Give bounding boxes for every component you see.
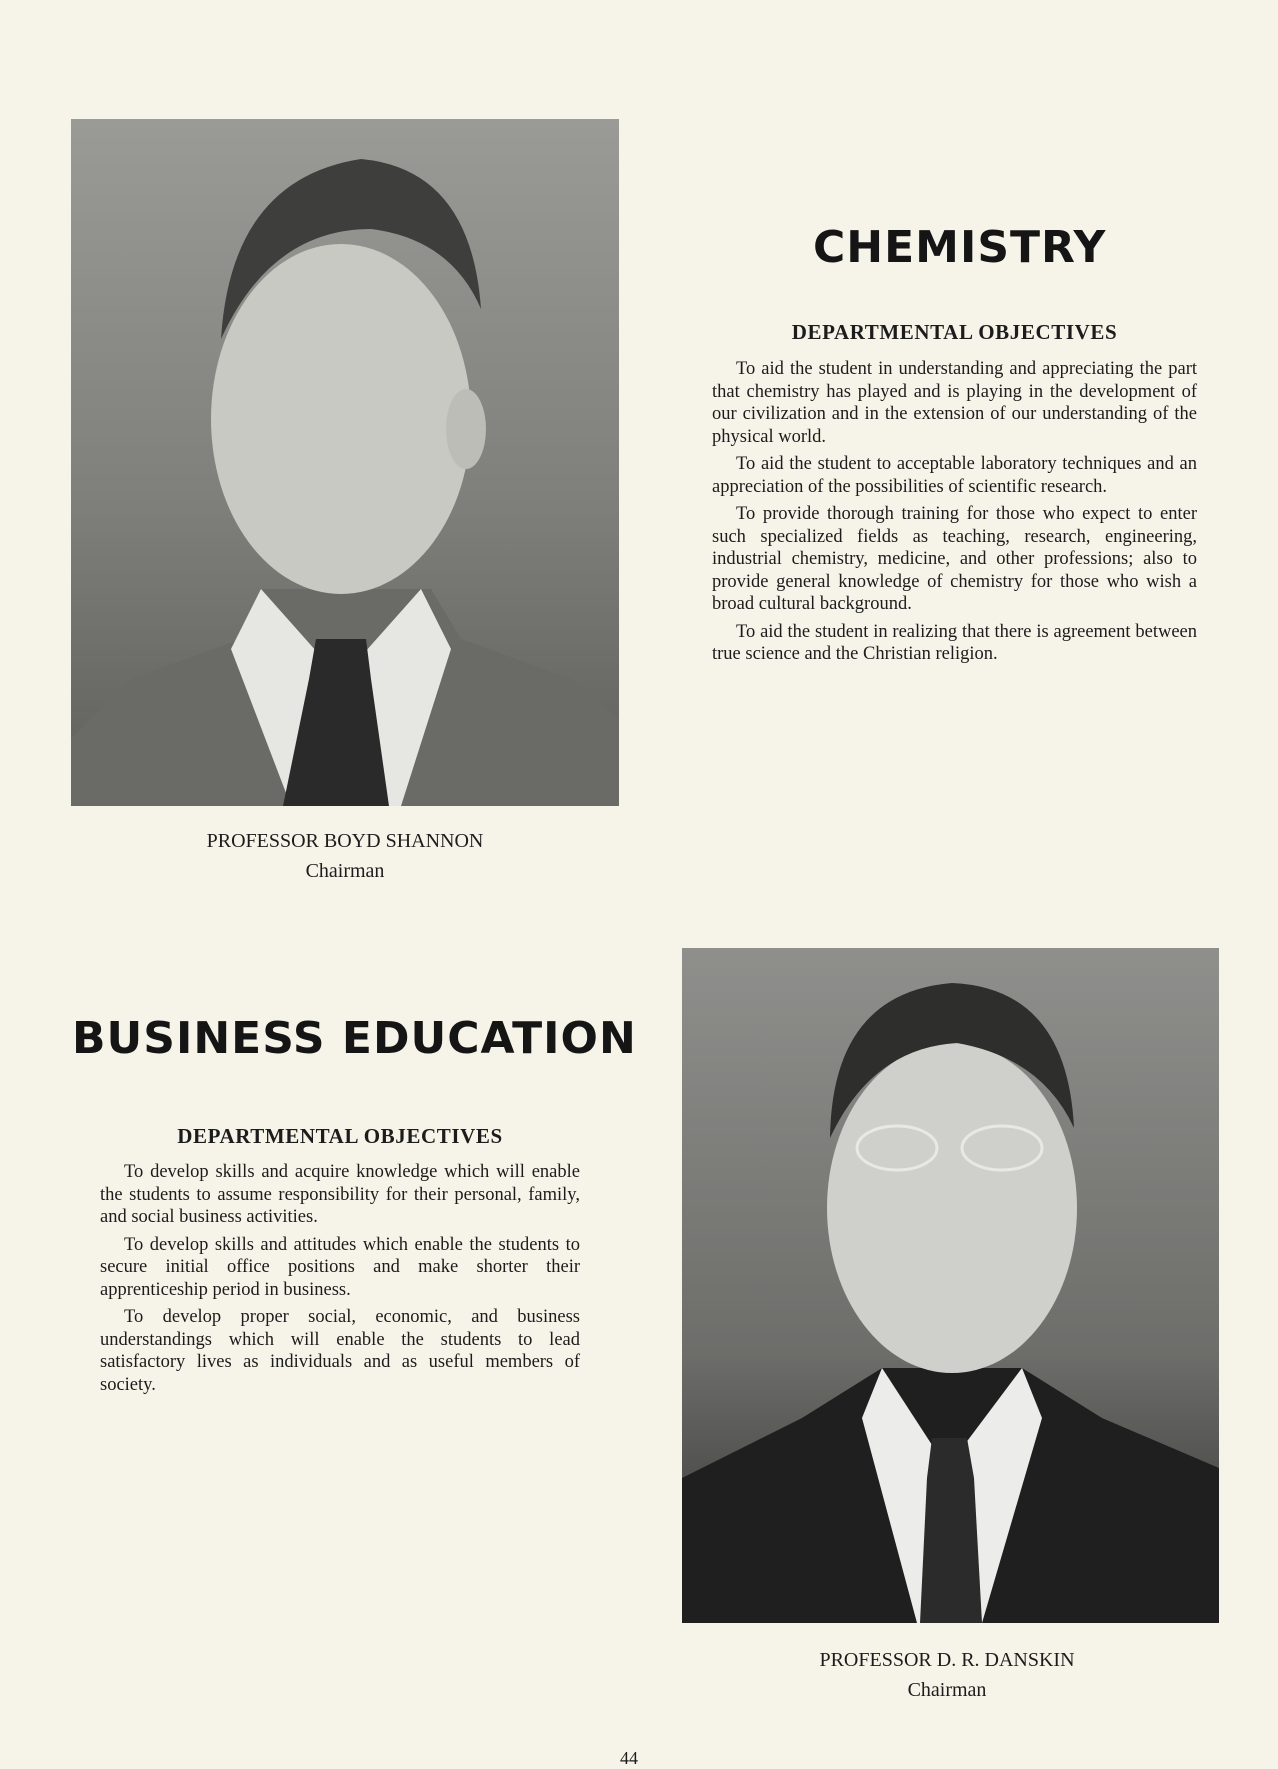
professor-role: Chairman — [907, 1679, 987, 1701]
chemistry-objectives-heading: DEPARTMENTAL OBJECTIVES — [791, 320, 1118, 344]
portrait-boyd-shannon — [71, 119, 619, 806]
business-objective-3: To develop proper social, economic, and business understandings which will enable the students to lead satisfactory lives as individuals and as useful members of society. — [100, 1307, 580, 1395]
chemistry-objectives-text — [712, 358, 1197, 671]
chemistry-objective-2: To aid the student to acceptable laboratory techniques and an appreciation of the possibilities of scientific research. — [712, 454, 1197, 497]
professor-name: PROFESSOR D. R. DANSKIN — [819, 1649, 1075, 1671]
portrait-d-r-danskin — [682, 948, 1219, 1623]
business-objectives-heading: DEPARTMENTAL OBJECTIVES — [177, 1124, 503, 1148]
page-number: 44 — [620, 1748, 638, 1768]
chemistry-professor-caption — [145, 826, 545, 886]
chemistry-objective-4: To aid the student in realizing that there is agreement between true science and the Christian religion. — [712, 621, 1197, 664]
professor-name: PROFESSOR BOYD SHANNON — [206, 830, 484, 852]
business-professor-caption — [747, 1645, 1147, 1705]
chemistry-objective-1: To aid the student in understanding and appreciating the part that chemistry has played and is playing in the development of our civilization and in the extension of our understanding of the physical world. — [712, 359, 1197, 447]
chemistry-objective-3: To provide thorough training for those who expect to enter such specialized fields as teaching, research, engineering, industrial chemistry, medicine, and other professions; also to provide general knowledge of chemistry for those who wish a broad cultural background. — [712, 504, 1197, 614]
business-objective-2: To develop skills and attitudes which enable the students to secure initial office positions and make shorter their apprenticeship period in business. — [100, 1234, 580, 1300]
professor-role: Chairman — [305, 860, 385, 882]
business-title: BUSINESS EDUCATION — [72, 1013, 637, 1064]
business-objectives-text — [100, 1161, 580, 1401]
business-objective-1: To develop skills and acquire knowledge which will enable the students to assume responsibility for their personal, family, and social business activities. — [100, 1162, 580, 1227]
chemistry-title: CHEMISTRY — [813, 222, 1107, 273]
